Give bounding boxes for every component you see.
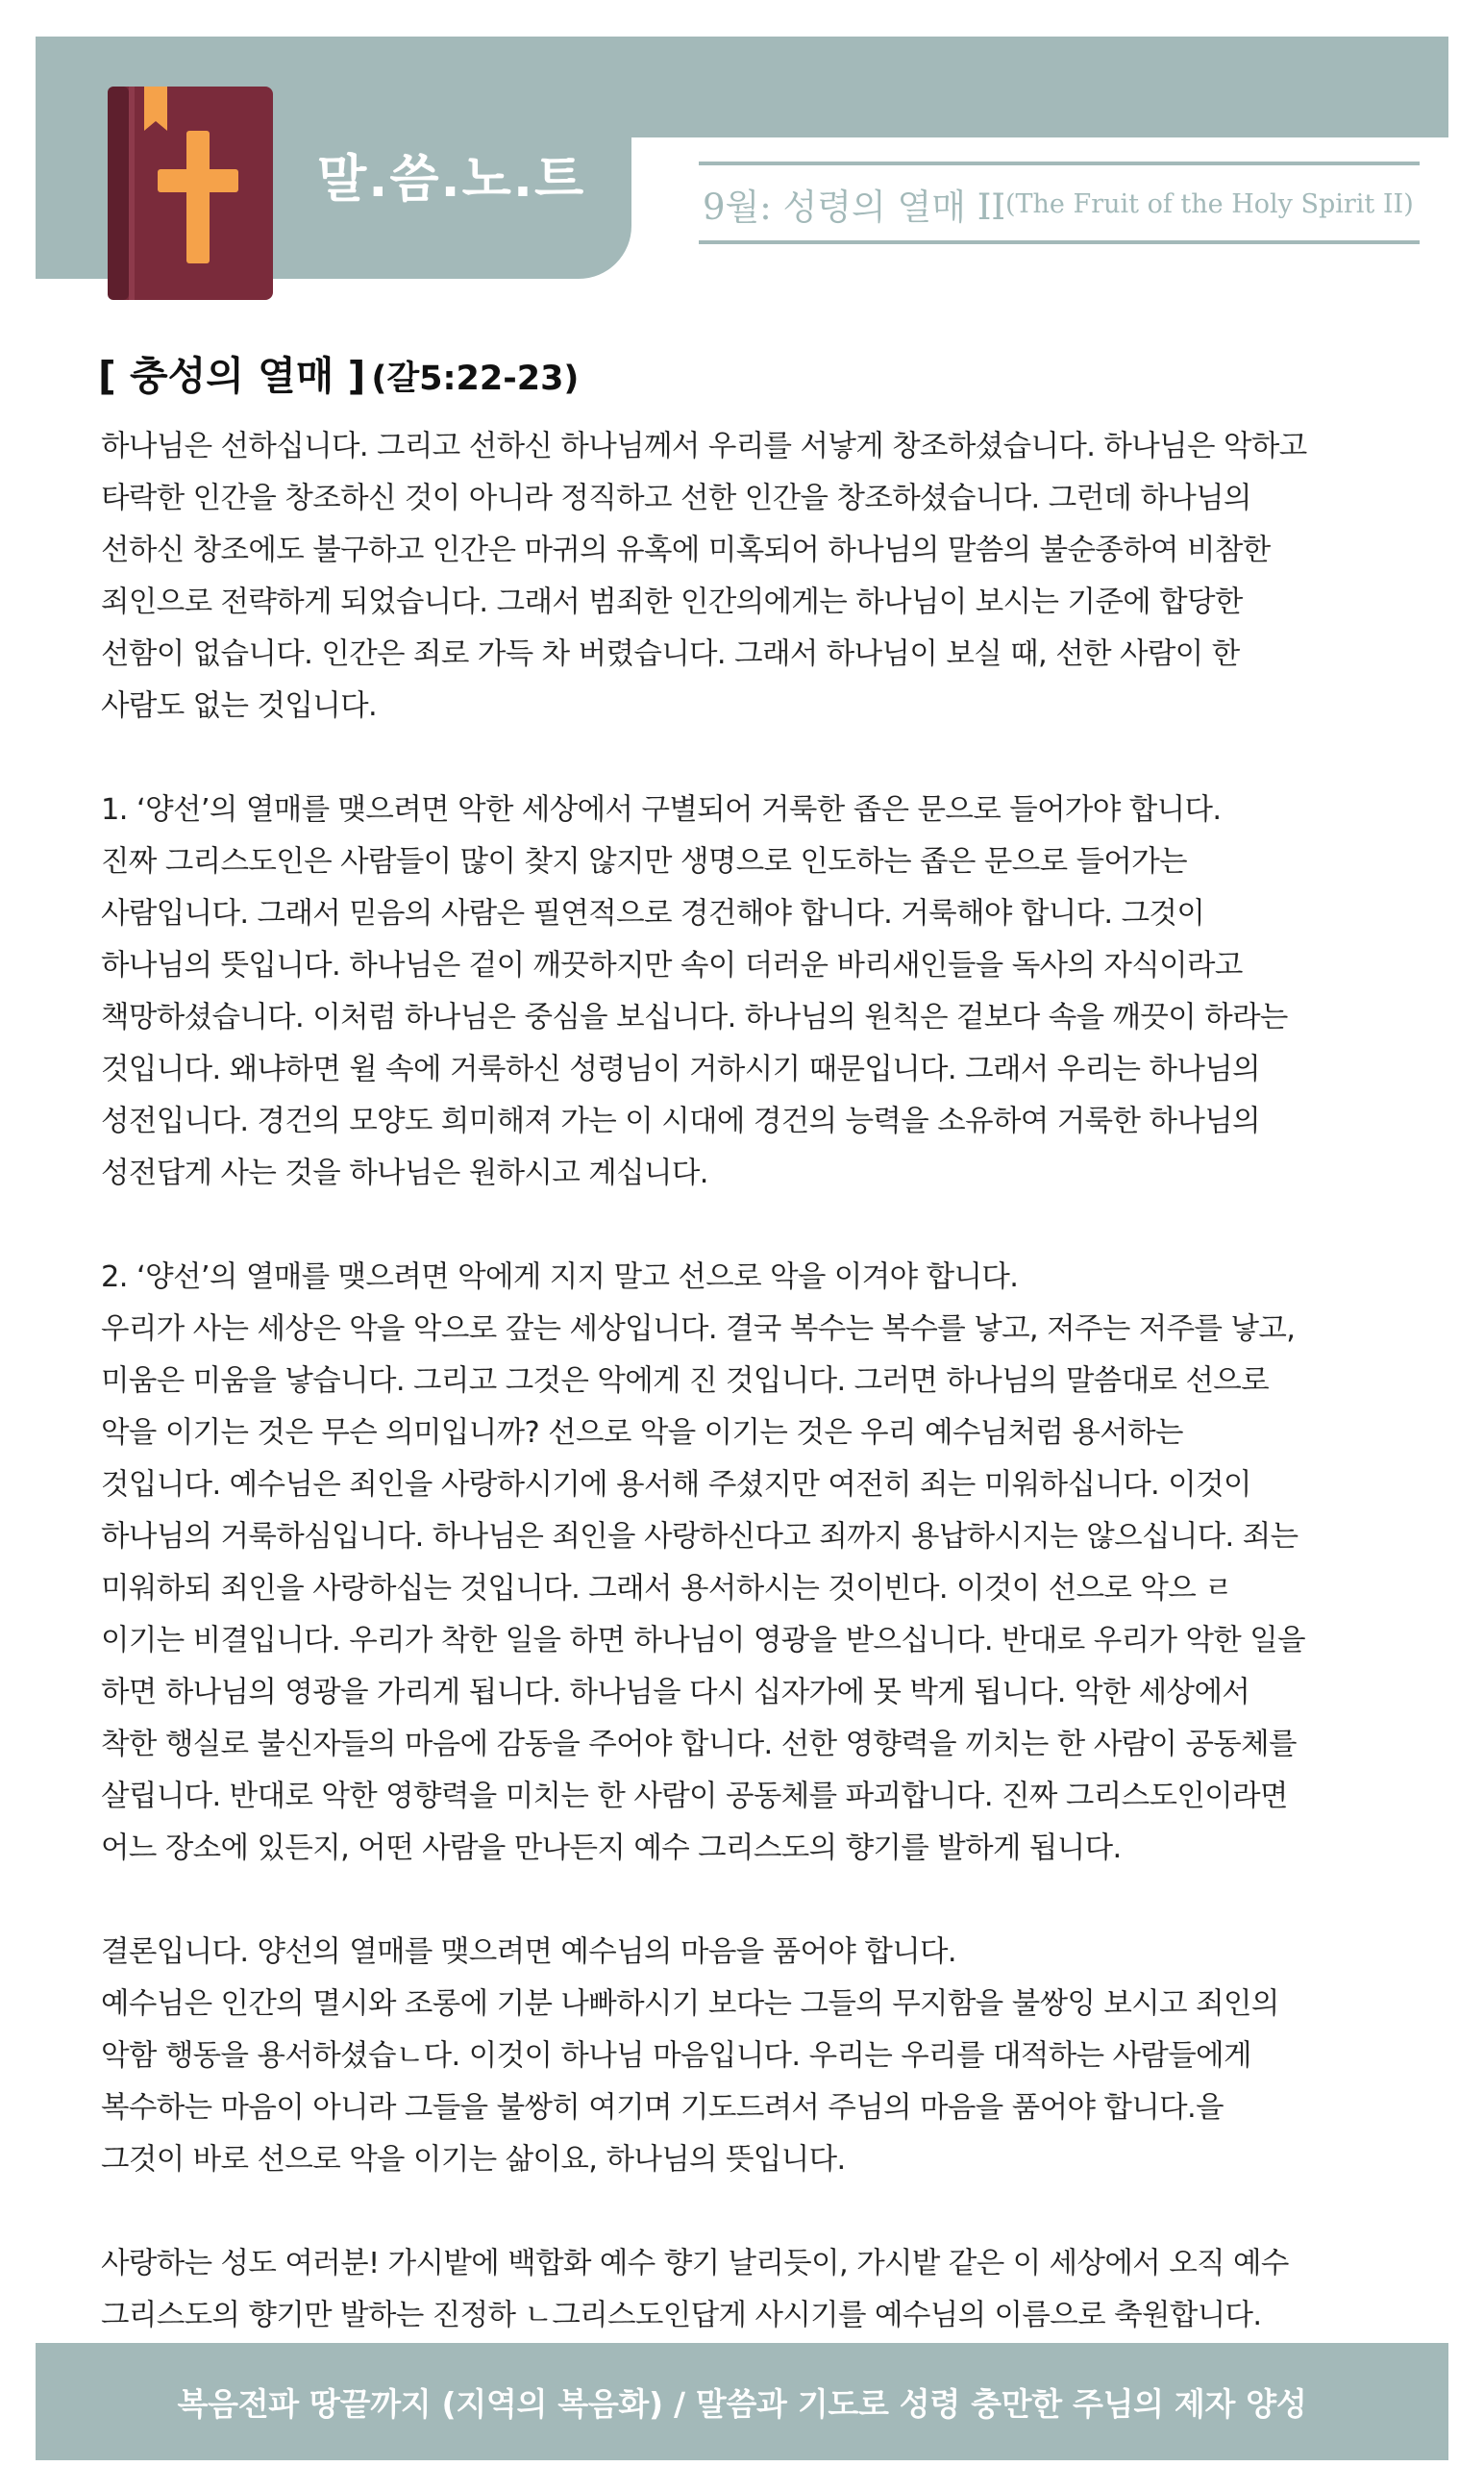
body-line: 살립니다. 반대로 악한 영향력을 미치는 한 사람이 공동체를 파괴합니다. 진짜 그리스도인이라면 xyxy=(101,1780,1288,1813)
month-label xyxy=(699,173,1420,235)
body-line: 착한 행실로 불신자들의 마음에 감동을 주어야 합니다. 선한 영향력을 끼치는 한 사람이 공동체를 xyxy=(101,1728,1297,1761)
body-line: 하면 하나님의 영광을 가리게 됩니다. 하나님을 다시 십자가에 못 박게 됩니다. 악한 세상에서 xyxy=(101,1676,1250,1709)
body-line: 진짜 그리스도인은 사람들이 많이 찾지 않지만 생명으로 인도하는 좁은 문으로 들어가는 xyxy=(101,845,1188,879)
sermon-title-main: [ 충성의 열매 ] xyxy=(98,353,366,399)
body-line: 악함 행동을 용서하셨습ㄴ다. 이것이 하나님 마음입니다. 우리는 우리를 대적하는 사람들에게 xyxy=(101,2039,1251,2073)
body-line: 악을 이기는 것은 무슨 의미입니까? 선으로 악을 이기는 것은 우리 예수님처럼 용서하는 xyxy=(101,1416,1183,1450)
body-line: 우리가 사는 세상은 악을 악으로 갚는 세상입니다. 결국 복수는 복수를 낳고, 저주는 저주를 낳고, xyxy=(101,1312,1296,1346)
body-line: 1. ‘양선’의 열매를 맺으려면 악한 세상에서 구별되어 거룩한 좁은 문으로 들어가야 합니다. xyxy=(101,793,1222,827)
body-line: 하나님의 뜻입니다. 하나님은 겉이 깨끗하지만 속이 더러운 바리새인들을 독사의 자식이라고 xyxy=(101,949,1243,983)
body-line: 복수하는 마음이 아니라 그들을 불쌍히 여기며 기도드려서 주님의 마음을 품어야 합니다.을 xyxy=(101,2091,1224,2125)
body-line: 선함이 없습니다. 인간은 죄로 가득 차 버렸습니다. 그래서 하나님이 보실 때, 선한 사람이 한 xyxy=(101,637,1240,671)
body-line: 미움은 미움을 낳습니다. 그리고 그것은 악에게 진 것입니다. 그러면 하나님의 말씀대로 선으로 xyxy=(101,1364,1270,1398)
paragraph-gap xyxy=(101,733,1427,785)
body-line: 2. ‘양선’의 열매를 맺으려면 악에게 지지 말고 선으로 악을 이겨야 합니다. xyxy=(101,1260,1019,1294)
body-line: 예수님은 인간의 멸시와 조롱에 기분 나빠하시기 보다는 그들의 무지함을 불쌍잉 보시고 죄인의 xyxy=(101,1987,1279,2021)
body-line: 것입니다. 왜냐하면 윌 속에 거룩하신 성령님이 거하시기 때문입니다. 그래서 우리는 하나님의 xyxy=(101,1053,1260,1086)
paragraph-gap xyxy=(101,1200,1427,1252)
paragraph-gap xyxy=(101,1875,1427,1927)
sermon-title xyxy=(98,344,579,401)
body-line: 그리스도의 향기만 발하는 진정하 ㄴ그리스도인답게 사시기를 예수님의 이름으로 축원합니다. xyxy=(101,2299,1262,2332)
body-line: 어느 장소에 있든지, 어떤 사람을 만나든지 예수 그리스도의 향기를 발하게 됩니다. xyxy=(101,1831,1122,1865)
paragraph-gap xyxy=(101,2186,1427,2238)
body-line: 선하신 창조에도 불구하고 인간은 마귀의 유혹에 미혹되어 하나님의 말씀의 불순종하여 비참한 xyxy=(101,534,1271,567)
sermon-body xyxy=(101,421,1427,2342)
body-line: 사람입니다. 그래서 믿음의 사람은 필연적으로 경건해야 합니다. 거룩해야 합니다. 그것이 xyxy=(101,897,1205,931)
page-title: 말.씀.노.트 xyxy=(317,150,586,209)
body-line: 사람도 없는 것입니다. xyxy=(101,689,378,723)
month-label-ko: 9월: 성령의 열매 II xyxy=(703,187,1005,228)
body-line: 결론입니다. 양선의 열매를 맺으려면 예수님의 마음을 품어야 합니다. xyxy=(101,1935,957,1969)
body-line: 사랑하는 성도 여러분! 가시밭에 백합화 예수 향기 날리듯이, 가시밭 같은 이 세상에서 오직 예수 xyxy=(101,2247,1289,2280)
month-rule-bottom xyxy=(699,240,1420,244)
bible-cross-icon xyxy=(108,87,273,300)
body-line: 이기는 비결입니다. 우리가 착한 일을 하면 하나님이 영광을 받으십니다. 반대로 우리가 악한 일을 xyxy=(101,1624,1305,1657)
body-line: 미워하되 죄인을 사랑하십는 것입니다. 그래서 용서하시는 것이빈다. 이것이 선으로 악으 ㄹ xyxy=(101,1572,1233,1606)
body-line: 하나님의 거룩하심입니다. 하나님은 죄인을 사랑하신다고 죄까지 용납하시지는 않으십니다. 죄는 xyxy=(101,1520,1298,1554)
body-line: 그것이 바로 선으로 악을 이기는 삶이요, 하나님의 뜻입니다. xyxy=(101,2143,846,2177)
month-label-en: (The Fruit of the Holy Spirit II) xyxy=(1004,188,1414,219)
body-line: 타락한 인간을 창조하신 것이 아니라 정직하고 선한 인간을 창조하셨습니다. 그런데 하나님의 xyxy=(101,482,1251,515)
body-line: 성전입니다. 경건의 모양도 희미해져 가는 이 시대에 경건의 능력을 소유하여 거룩한 하나님의 xyxy=(101,1105,1260,1138)
sermon-reference: (갈5:22-23) xyxy=(371,360,580,398)
body-line: 것입니다. 예수님은 죄인을 사랑하시기에 용서해 주셨지만 여전히 죄는 미워하십니다. 이것이 xyxy=(101,1468,1251,1502)
body-line: 책망하셨습니다. 이처럼 하나님은 중심을 보십니다. 하나님의 원칙은 겉보다 속을 깨끗이 하라는 xyxy=(101,1001,1288,1034)
body-line: 성전답게 사는 것을 하나님은 원하시고 계십니다. xyxy=(101,1157,708,1190)
footer-banner xyxy=(36,2343,1448,2460)
body-line: 죄인으로 전략하게 되었습니다. 그래서 범죄한 인간의에게는 하나님이 보시는 기준에 합당한 xyxy=(101,585,1243,619)
body-line: 하나님은 선하십니다. 그리고 선하신 하나님께서 우리를 서낳게 창조하셨습니다. 하나님은 악하고 xyxy=(101,430,1307,463)
month-rule-top xyxy=(699,162,1420,165)
footer-motto: 복음전파 땅끝까지 (지역의 복음화) / 말씀과 기도로 성령 충만한 주님의 제자 양성 xyxy=(177,2384,1307,2423)
